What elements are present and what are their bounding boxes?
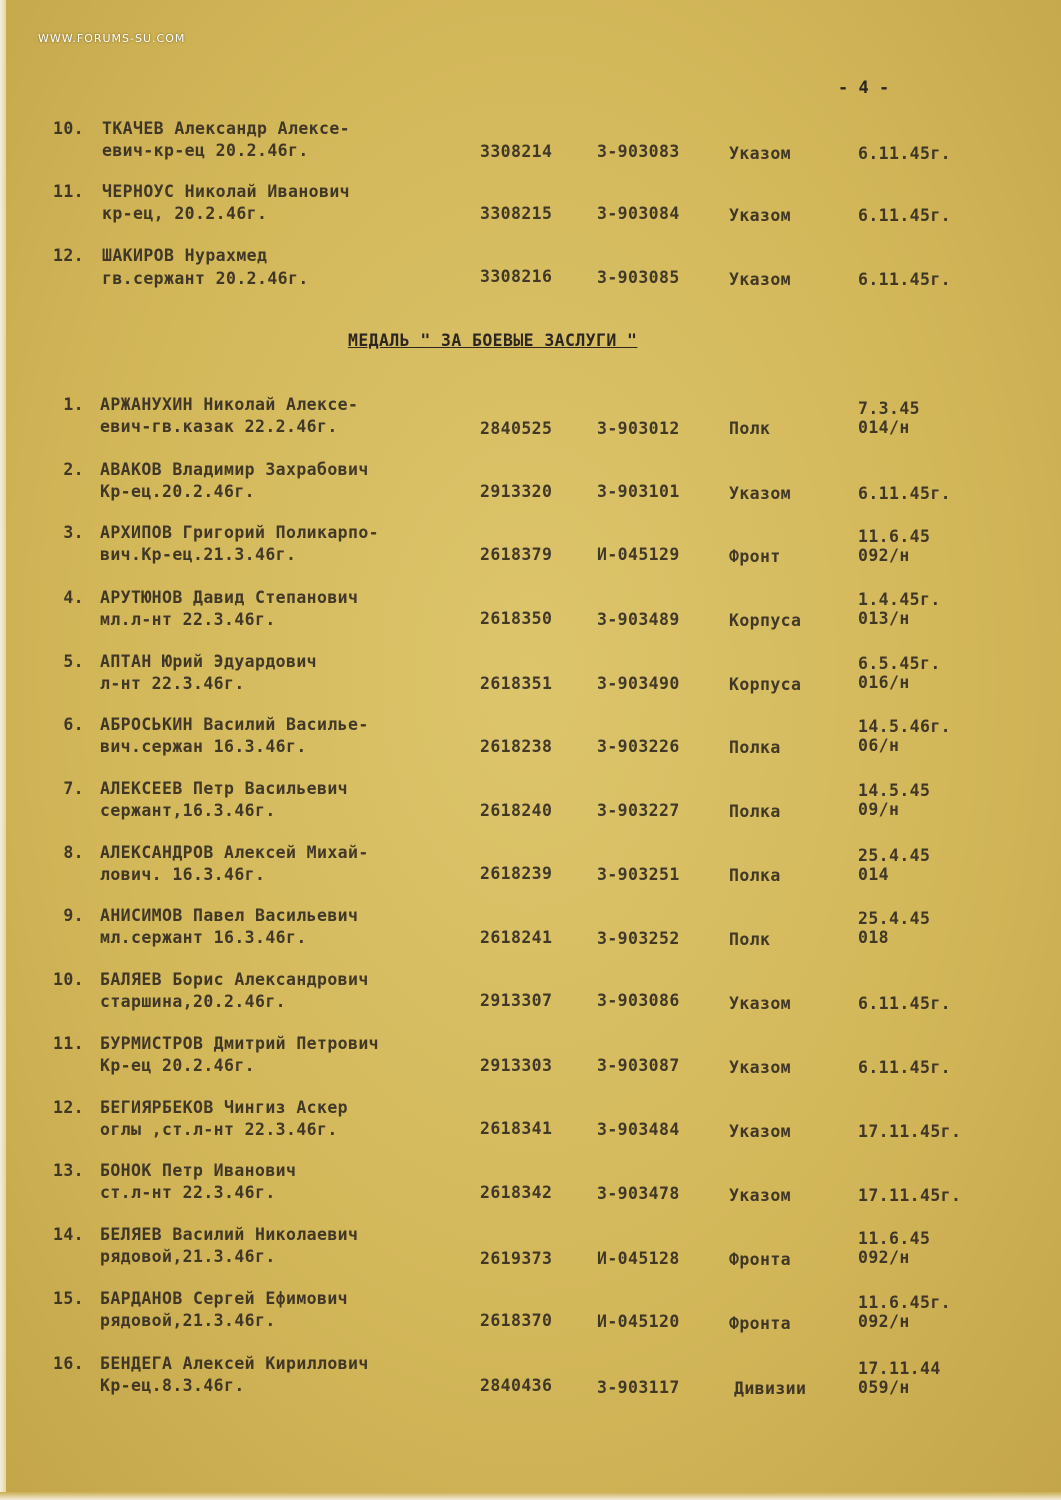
entry-name: АРЖАНУХИН Николай Алексе- <box>100 395 359 414</box>
entry-rank-date: вич.Кр-ец.21.3.46г. <box>100 545 297 564</box>
entry-rank-date: гв.сержант 20.2.46г. <box>102 269 309 288</box>
entry-rank-date: мл.л-нт 22.3.46г. <box>100 610 276 629</box>
entry-number: 6. <box>63 715 84 734</box>
entry-rank-date: кр-ец, 20.2.46г. <box>102 204 268 223</box>
entry-rank-date: старшина,20.2.46г. <box>100 992 287 1011</box>
order-number: 2618241 <box>480 928 553 947</box>
award-date: 6.11.45г. <box>858 1058 952 1077</box>
award-order: 013/н <box>858 609 910 628</box>
entry-number: 16. <box>52 1354 84 1373</box>
award-date: 6.11.45г. <box>858 994 952 1013</box>
badge-number: З-903117 <box>597 1378 680 1397</box>
order-number: 2618351 <box>480 674 553 693</box>
award-order: 059/н <box>858 1378 910 1397</box>
entry-number: 3. <box>63 523 84 542</box>
award-date: 6.11.45г. <box>858 270 952 289</box>
badge-number: З-903478 <box>597 1184 680 1203</box>
award-date: 6.5.45г. <box>858 654 941 673</box>
order-number: 2618239 <box>480 864 553 883</box>
entry-rank-date: евич-кр-ец 20.2.46г. <box>102 141 309 160</box>
award-date: 25.4.45 <box>858 909 931 928</box>
entry-name: ШАКИРОВ Нурахмед <box>102 246 268 265</box>
authority: Указом <box>729 144 792 163</box>
entry-name: АЛЕКСАНДРОВ Алексей Михай- <box>100 843 369 862</box>
badge-number: З-903085 <box>597 268 680 287</box>
entry-rank-date: ст.л-нт 22.3.46г. <box>100 1183 276 1202</box>
entry-name: АПТАН Юрий Эдуардович <box>100 652 318 671</box>
authority: Корпуса <box>729 611 802 630</box>
authority: Указом <box>729 1186 792 1205</box>
entry-number: 1. <box>63 395 84 414</box>
award-date: 11.6.45 <box>858 1229 931 1248</box>
entry-name: АВАКОВ Владимир Захрабович <box>100 460 369 479</box>
badge-number: И-045120 <box>597 1312 680 1331</box>
entry-rank-date: сержант,16.3.46г. <box>100 801 276 820</box>
entry-name: БАРДАНОВ Сергей Ефимович <box>100 1289 349 1308</box>
entry-number: 5. <box>63 652 84 671</box>
entry-number: 10. <box>52 970 84 989</box>
badge-number: И-045128 <box>597 1249 680 1268</box>
order-number: 2619373 <box>480 1249 553 1268</box>
watermark: WWW.FORUMS-SU.COM <box>38 32 186 45</box>
entry-number: 8. <box>63 843 84 862</box>
paper-edge <box>0 0 6 1500</box>
paper-edge-bottom <box>0 1492 1061 1500</box>
award-date: 14.5.45 <box>858 781 931 800</box>
award-date: 6.11.45г. <box>858 484 952 503</box>
entry-number: 2. <box>63 460 84 479</box>
entry-name: АЛЕКСЕЕВ Петр Васильевич <box>100 779 349 798</box>
authority: Указом <box>729 270 792 289</box>
authority: Фронта <box>729 1314 792 1333</box>
entry-name: БЕЛЯЕВ Василий Николаевич <box>100 1225 359 1244</box>
entry-number: 11. <box>52 1034 84 1053</box>
award-order: 06/н <box>858 736 900 755</box>
entry-name: АРХИПОВ Григорий Поликарпо- <box>100 523 380 542</box>
entry-rank-date: л-нт 22.3.46г. <box>100 674 245 693</box>
authority: Полк <box>729 930 771 949</box>
entry-rank-date: Кр-ец 20.2.46г. <box>100 1056 256 1075</box>
badge-number: З-903490 <box>597 674 680 693</box>
order-number: 2618350 <box>480 609 553 628</box>
authority: Указом <box>729 1058 792 1077</box>
badge-number: З-903489 <box>597 610 680 629</box>
award-date: 14.5.46г. <box>858 717 952 736</box>
award-order: 09/н <box>858 800 900 819</box>
award-date: 25.4.45 <box>858 846 931 865</box>
entry-name: АНИСИМОВ Павел Васильевич <box>100 906 359 925</box>
entry-rank-date: лович. 16.3.46г. <box>100 865 266 884</box>
order-number: 3308216 <box>480 267 553 286</box>
entry-name: БЕГИЯРБЕКОВ Чингиз Аскер <box>100 1098 349 1117</box>
entry-rank-date: евич-гв.казак 22.2.46г. <box>100 417 338 436</box>
award-order: 092/н <box>858 546 910 565</box>
authority: Полка <box>729 802 781 821</box>
entry-rank-date: Кр-ец.20.2.46г. <box>100 482 256 501</box>
order-number: 2618370 <box>480 1311 553 1330</box>
badge-number: З-903087 <box>597 1056 680 1075</box>
authority: Полка <box>729 866 781 885</box>
entry-name: БАЛЯЕВ Борис Александрович <box>100 970 369 989</box>
authority: Указом <box>729 206 792 225</box>
order-number: 2913320 <box>480 482 553 501</box>
order-number: 2618240 <box>480 801 553 820</box>
order-number: 2618341 <box>480 1119 553 1138</box>
entry-name: БУРМИСТРОВ Дмитрий Петрович <box>100 1034 380 1053</box>
award-date: 6.11.45г. <box>858 144 952 163</box>
entry-number: 14. <box>52 1225 84 1244</box>
order-number: 2618238 <box>480 737 553 756</box>
authority: Полк <box>729 419 771 438</box>
order-number: 2618342 <box>480 1183 553 1202</box>
entry-number: 12. <box>52 1098 84 1117</box>
entry-number: 12. <box>52 246 84 265</box>
award-order: 014 <box>858 865 890 884</box>
award-order: 092/н <box>858 1312 910 1331</box>
entry-rank-date: рядовой,21.3.46г. <box>100 1247 276 1266</box>
entry-rank-date: вич.сержан 16.3.46г. <box>100 737 307 756</box>
award-date: 7.3.45 <box>858 399 921 418</box>
award-date: 11.6.45г. <box>858 1293 952 1312</box>
award-date: 17.11.45г. <box>858 1186 962 1205</box>
award-date: 11.6.45 <box>858 527 931 546</box>
page-number: - 4 - <box>838 78 890 98</box>
authority: Корпуса <box>729 675 802 694</box>
badge-number: И-045129 <box>597 545 680 564</box>
entry-number: 15. <box>52 1289 84 1308</box>
order-number: 3308214 <box>480 142 553 161</box>
entry-name: ТКАЧЕВ Александр Алексе- <box>102 119 351 138</box>
badge-number: З-903226 <box>597 737 680 756</box>
badge-number: З-903084 <box>597 204 680 223</box>
entry-name: БОНОК Петр Иванович <box>100 1161 297 1180</box>
award-order: 018 <box>858 928 890 947</box>
entry-name: АРУТЮНОВ Давид Степанович <box>100 588 359 607</box>
authority: Указом <box>729 1122 792 1141</box>
badge-number: З-903252 <box>597 929 680 948</box>
entry-rank-date: рядовой,21.3.46г. <box>100 1311 276 1330</box>
entry-rank-date: оглы ,ст.л-нт 22.3.46г. <box>100 1120 338 1139</box>
award-date: 17.11.44 <box>858 1359 941 1378</box>
order-number: 2913303 <box>480 1056 553 1075</box>
entry-number: 10. <box>52 119 84 138</box>
badge-number: З-903101 <box>597 482 680 501</box>
order-number: 2840525 <box>480 419 553 438</box>
entry-number: 11. <box>52 182 84 201</box>
entry-number: 13. <box>52 1161 84 1180</box>
entry-name: БЕНДЕГА Алексей Кириллович <box>100 1354 369 1373</box>
award-order: 014/н <box>858 418 910 437</box>
order-number: 2840436 <box>480 1376 553 1395</box>
badge-number: З-903083 <box>597 142 680 161</box>
entry-name: ЧЕРНОУС Николай Иванович <box>102 182 351 201</box>
badge-number: З-903086 <box>597 991 680 1010</box>
badge-number: З-903227 <box>597 801 680 820</box>
award-order: 016/н <box>858 673 910 692</box>
authority: Полка <box>729 738 781 757</box>
award-date: 6.11.45г. <box>858 206 952 225</box>
authority: Фронта <box>729 1250 792 1269</box>
authority: Указом <box>729 484 792 503</box>
badge-number: З-903484 <box>597 1120 680 1139</box>
entry-name: АБРОСЬКИН Василий Васильe- <box>100 715 369 734</box>
badge-number: З-903251 <box>597 865 680 884</box>
order-number: 2618379 <box>480 545 553 564</box>
badge-number: З-903012 <box>597 419 680 438</box>
order-number: 2913307 <box>480 991 553 1010</box>
authority: Указом <box>729 994 792 1013</box>
award-order: 092/н <box>858 1248 910 1267</box>
authority: Дивизии <box>734 1379 807 1398</box>
entry-rank-date: Кр-ец.8.3.46г. <box>100 1376 245 1395</box>
award-date: 1.4.45г. <box>858 590 941 609</box>
section-heading: МЕДАЛЬ " ЗА БОЕВЫЕ ЗАСЛУГИ " <box>348 331 638 350</box>
authority: Фронт <box>729 547 781 566</box>
entry-number: 9. <box>63 906 84 925</box>
entry-rank-date: мл.сержант 16.3.46г. <box>100 928 307 947</box>
entry-number: 7. <box>63 779 84 798</box>
entry-number: 4. <box>63 588 84 607</box>
order-number: 3308215 <box>480 204 553 223</box>
award-date: 17.11.45г. <box>858 1122 962 1141</box>
